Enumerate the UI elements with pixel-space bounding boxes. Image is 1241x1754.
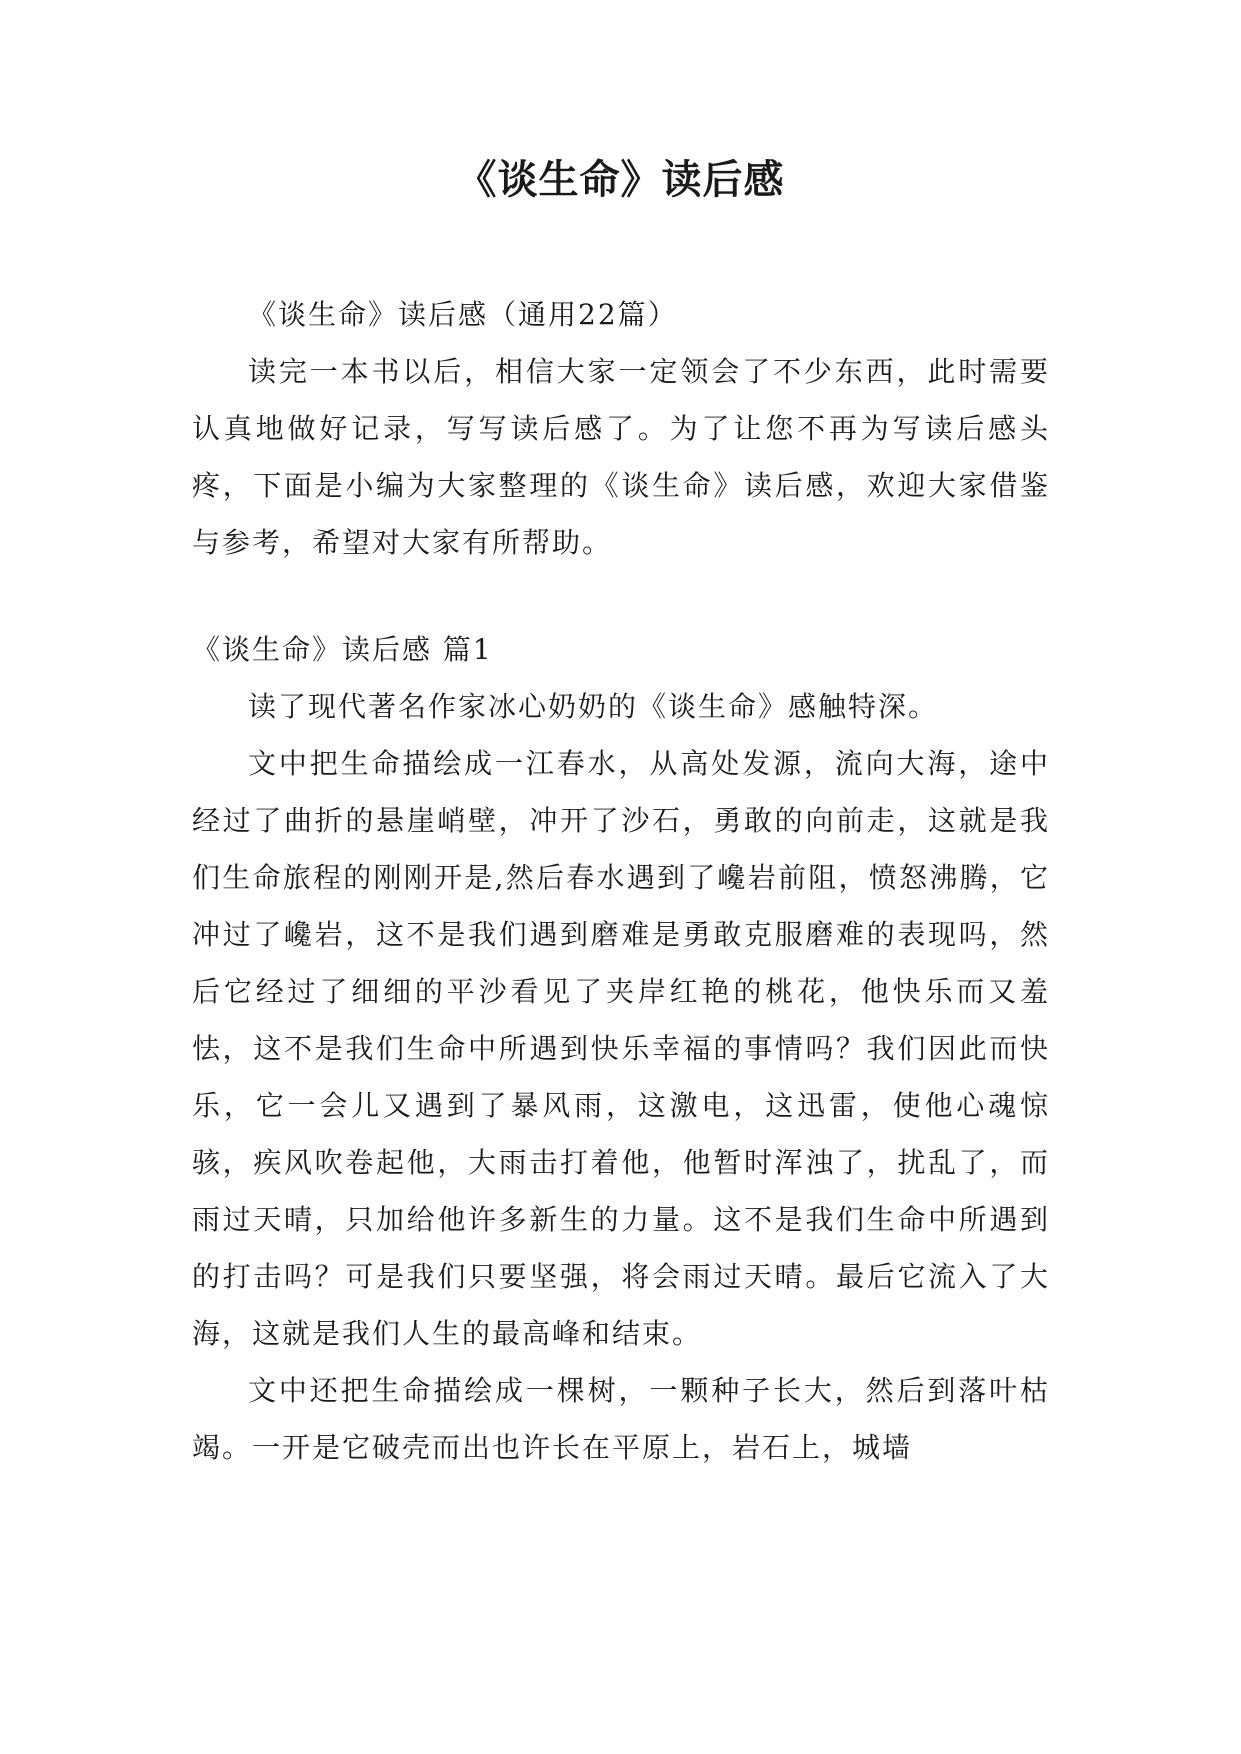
document-subtitle: 《谈生命》读后感（通用22篇）: [248, 298, 678, 331]
document-body: [192, 286, 1050, 1476]
document-title: 《谈生命》读后感: [456, 157, 785, 203]
body-paragraph-2: 文中把生命描绘成一江春水，从高处发源，流向大海，途中经过了曲折的悬崖峭壁，冲开了沙石，勇敢的向前走，这就是我们生命旅程的刚刚开是,然后春水遇到了巉岩前阻，愤怒沸腾，它冲过了巉岩，这不是我们遇到磨难是勇敢克服磨难的表现吗，然后它经过了细细的平沙看见了夹岸红艳的桃花，他快乐而又羞怯，这不是我们生命中所遇到快乐幸福的事情吗？我们因此而快乐，它一会儿又遇到了暴风雨，这激电，这迅雷，使他心魂惊骇，疾风吹卷起他，大雨击打着他，他暂时浑浊了，扰乱了，而雨过天晴，只加给他许多新生的力量。这不是我们生命中所遇到的打击吗？可是我们只要坚强，将会雨过天晴。最后它流入了大海，这就是我们人生的最高峰和结束。: [192, 747, 1050, 1350]
intro-paragraph: 读完一本书以后，相信大家一定领会了不少东西，此时需要认真地做好记录，写写读后感了。为了让您不再为写读后感头疼，下面是小编为大家整理的《谈生命》读后感，欢迎大家借鉴与参考，希望对大家有所帮助。: [192, 355, 1050, 559]
section-heading: 《谈生命》读后感 篇1: [192, 633, 493, 666]
body-paragraph-1: 读了现代著名作家冰心奶奶的《谈生命》感触特深。: [248, 690, 939, 723]
body-paragraph-3: 文中还把生命描绘成一棵树，一颗种子长大，然后到落叶枯竭。一开是它破壳而出也许长在平原上，岩石上，城墙: [192, 1374, 1050, 1464]
